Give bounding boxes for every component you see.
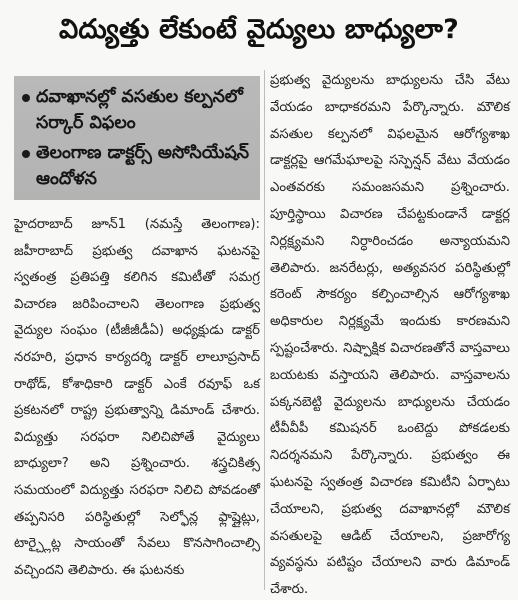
left-column <box>14 76 260 584</box>
left-body-text: హైదరాబాద్ జూన్1 (నమస్తే తెలంగాణ): జహీరాబాద్ ప్రభుత్వ దవాఖాన ఘటనపై స్వతంత్ర ప్రతిపత్తి కలిగిన కమిటీతో సమగ్ర విచారణ జరిపించాలని తెలంగాణ ప్రభుత్వ వైద్యుల సంఘం (టీజీజీడీఏ) అధ్యక్షుడు డాక్టర్ నరహరి, ప్రధాన కార్యదర్శి డాక్టర్ లాలూప్రసాద్ రాథోడ్, కోశాధికారి డాక్టర్ ఎంకే రవూఫ్ ఒక ప్రకటనలో రాష్ట్ర ప్రభుత్వాన్ని డిమాండ్ చేశారు. విద్యుత్తు సరఫరా నిలిచిపోతే వైద్యులు బాధ్యులా? అని ప్రశ్నించారు. శస్త్రచికిత్స సమయంలో విద్యుత్తు సరఫరా నిలిచి పోవడంతో తప్పనిసరి పరిస్థితుల్లో సెల్ఫోన్ల ఫ్లాష్లైట్లు, టార్చ్లైట్ల సాయంతో సేవలు కొనసాగించాల్సి వచ్చిందని తెలిపారు. ఈ ఘటనకు <box>14 217 260 578</box>
headline: విద్యుత్తు లేకుంటే వైద్యులు బాధ్యులా? <box>58 14 460 45</box>
bullet-icon <box>22 94 30 102</box>
highlights-box <box>14 76 260 200</box>
right-column <box>270 68 510 604</box>
highlight-text: తెలంగాణ డాక్టర్స్ అసోసియేషన్ ఆందోళన <box>36 143 250 189</box>
right-body-text: ప్రభుత్వ వైద్యులను బాధ్యులను చేసి వేటు వేయడం బాధాకరమని పేర్కొన్నారు. మౌలిక వసతుల కల్పనలో విఫలమైన ఆరోగ్యశాఖ డాక్టర్లపై ఆగమేఘాలపై సస్పెన్షన్ వేటు వేయడం ఎంతవరకు సమంజసమని ప్రశ్నించారు. పూర్తిస్థాయి విచారణ చేపట్టకుండానే డాక్టర్ల నిర్లక్ష్యమని నిర్ధారించడం అన్యాయమని తెలిపారు. జనరేటర్లు, అత్యవసర పరిస్థితుల్లో కరెంట్ సౌకర్యం కల్పించాల్సిన ఆరోగ్యశాఖ అధికారుల నిర్లక్ష్యమే ఇందుకు కారణమని స్పష్టంచేశారు. నిష్పాక్షిక విచారణతోనే వాస్తవాలు బయటకు వస్తాయని తెలిపారు. వాస్తవాలను పక్కనబెట్టి వైద్యులను బాధ్యులను చేయడం టీవీవీపీ కమిషనర్ ఒంటెద్దు పోకడలకు నిదర్శనమని పేర్కొన్నారు. ప్రభుత్వం ఈ ఘటనపై స్వతంత్ర విచారణ కమిటీని ఏర్పాటు చేయాలని, ప్రభుత్వ దవాఖానల్లో మౌలిక వసతులపై ఆడిట్ చేయాలని, ప్రజారోగ్య వ్యవస్థను పటిష్టం చేయాలని వారు డిమాండ్ చేశారు. <box>270 73 510 598</box>
bullet-icon <box>22 150 30 158</box>
highlight-item <box>20 84 254 136</box>
highlight-text: దవాఖానల్లో వసతుల కల్పనలో సర్కార్ విఫలం <box>36 87 243 133</box>
highlight-item <box>20 140 254 192</box>
column-divider <box>264 70 265 590</box>
